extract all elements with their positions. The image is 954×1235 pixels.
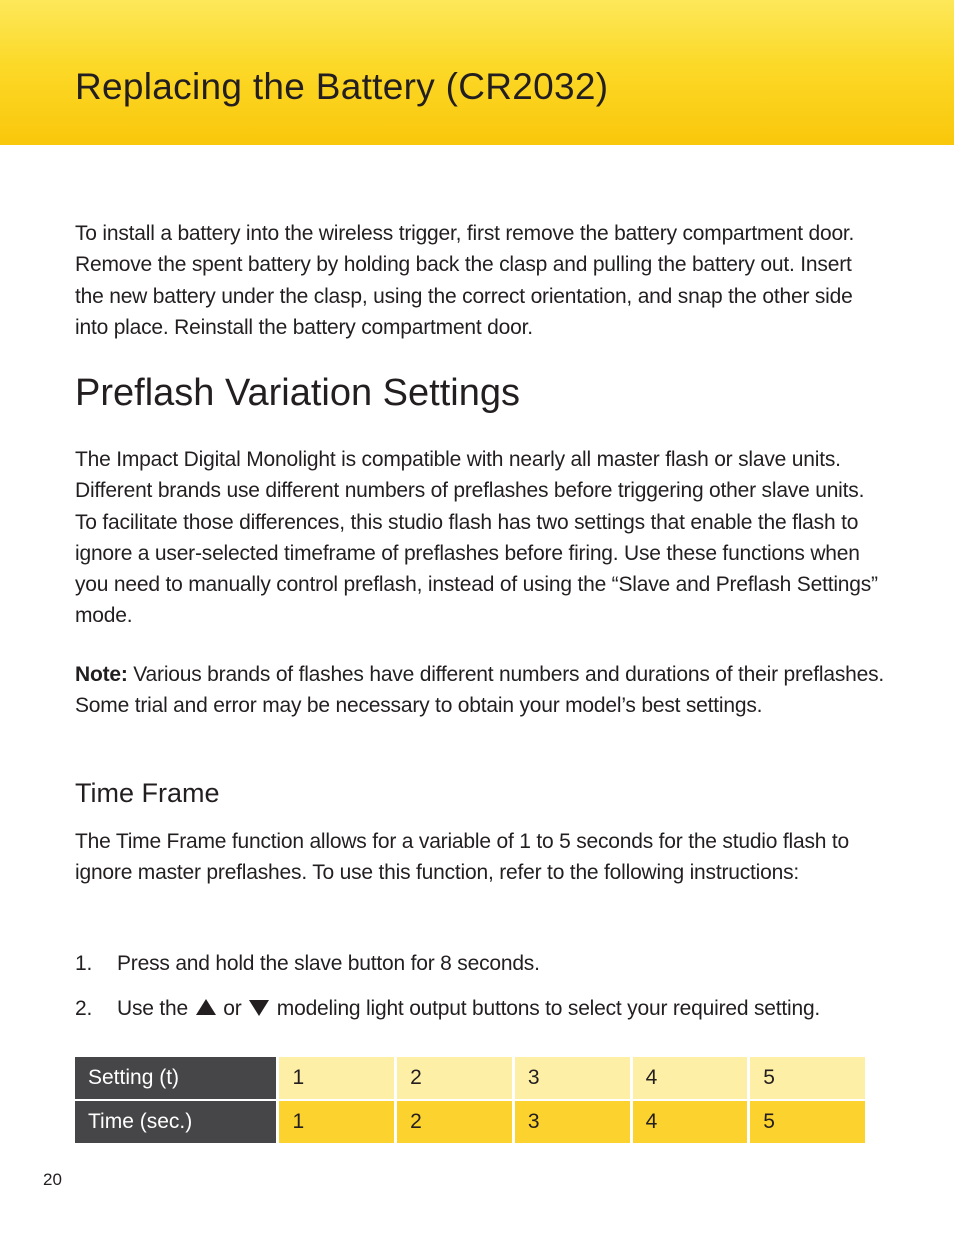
row-label: Time (sec.): [75, 1101, 276, 1143]
table-row-setting: [75, 1057, 865, 1099]
preflash-paragraph: The Impact Digital Monolight is compatible with nearly all master flash or slave units. Different brands use different numbers of preflashes before triggering other slave units. To facilitate those differences, this studio flash has two settings that enable the flash to ignore a user-selected timeframe of preflashes before firing. Use these functions when you need to manually control preflash, instead of using the “Slave and Preflash Settings” mode.: [75, 448, 878, 628]
triangle-down-icon: [249, 1000, 269, 1016]
table-cell: 3: [515, 1101, 630, 1143]
step-text-middle: or: [217, 997, 248, 1020]
table-cell: 5: [750, 1057, 865, 1099]
page-number: 20: [43, 1170, 62, 1189]
note-text: Various brands of flashes have different numbers and durations of their preflashes. Some trial and error may be necessary to obtain your model’s best settings.: [75, 663, 885, 718]
step-2: [75, 995, 895, 1023]
step-number: 2.: [75, 997, 93, 1020]
note-paragraph: [75, 659, 885, 722]
table-cell: 2: [397, 1057, 512, 1099]
table-row-time: [75, 1101, 865, 1143]
table-cell: 5: [750, 1101, 865, 1143]
settings-table: [75, 1057, 865, 1145]
table-cell: 4: [633, 1057, 748, 1099]
battery-paragraph: To install a battery into the wireless trigger, first remove the battery compartment door. Remove the spent battery by holding back the clasp and pulling the battery out. Insert the new battery under the clasp, using the correct orientation, and snap the other side into place. Reinstall the battery compartment door.: [75, 222, 855, 339]
step-text-before: Use the: [117, 997, 194, 1020]
row-label: Setting (t): [75, 1057, 276, 1099]
preflash-heading: Preflash Variation Settings: [75, 372, 520, 414]
step-1: [75, 950, 895, 978]
table-cell: 1: [279, 1057, 394, 1099]
table-cell: 4: [633, 1101, 748, 1143]
triangle-up-icon: [196, 999, 216, 1015]
time-frame-heading: Time Frame: [75, 778, 220, 808]
step-number: 1.: [75, 952, 93, 975]
step-text-after: modeling light output buttons to select your required setting.: [271, 997, 821, 1020]
page-title: Replacing the Battery (CR2032): [75, 66, 609, 107]
note-label: Note:: [75, 663, 128, 686]
time-frame-paragraph: The Time Frame function allows for a variable of 1 to 5 seconds for the studio flash to ignore master preflashes. To use this function, refer to the following instructions:: [75, 830, 849, 885]
step-text: Press and hold the slave button for 8 seconds.: [117, 952, 540, 975]
table-cell: 1: [279, 1101, 394, 1143]
table-cell: 2: [397, 1101, 512, 1143]
header-band: [0, 0, 954, 145]
table-cell: 3: [515, 1057, 630, 1099]
